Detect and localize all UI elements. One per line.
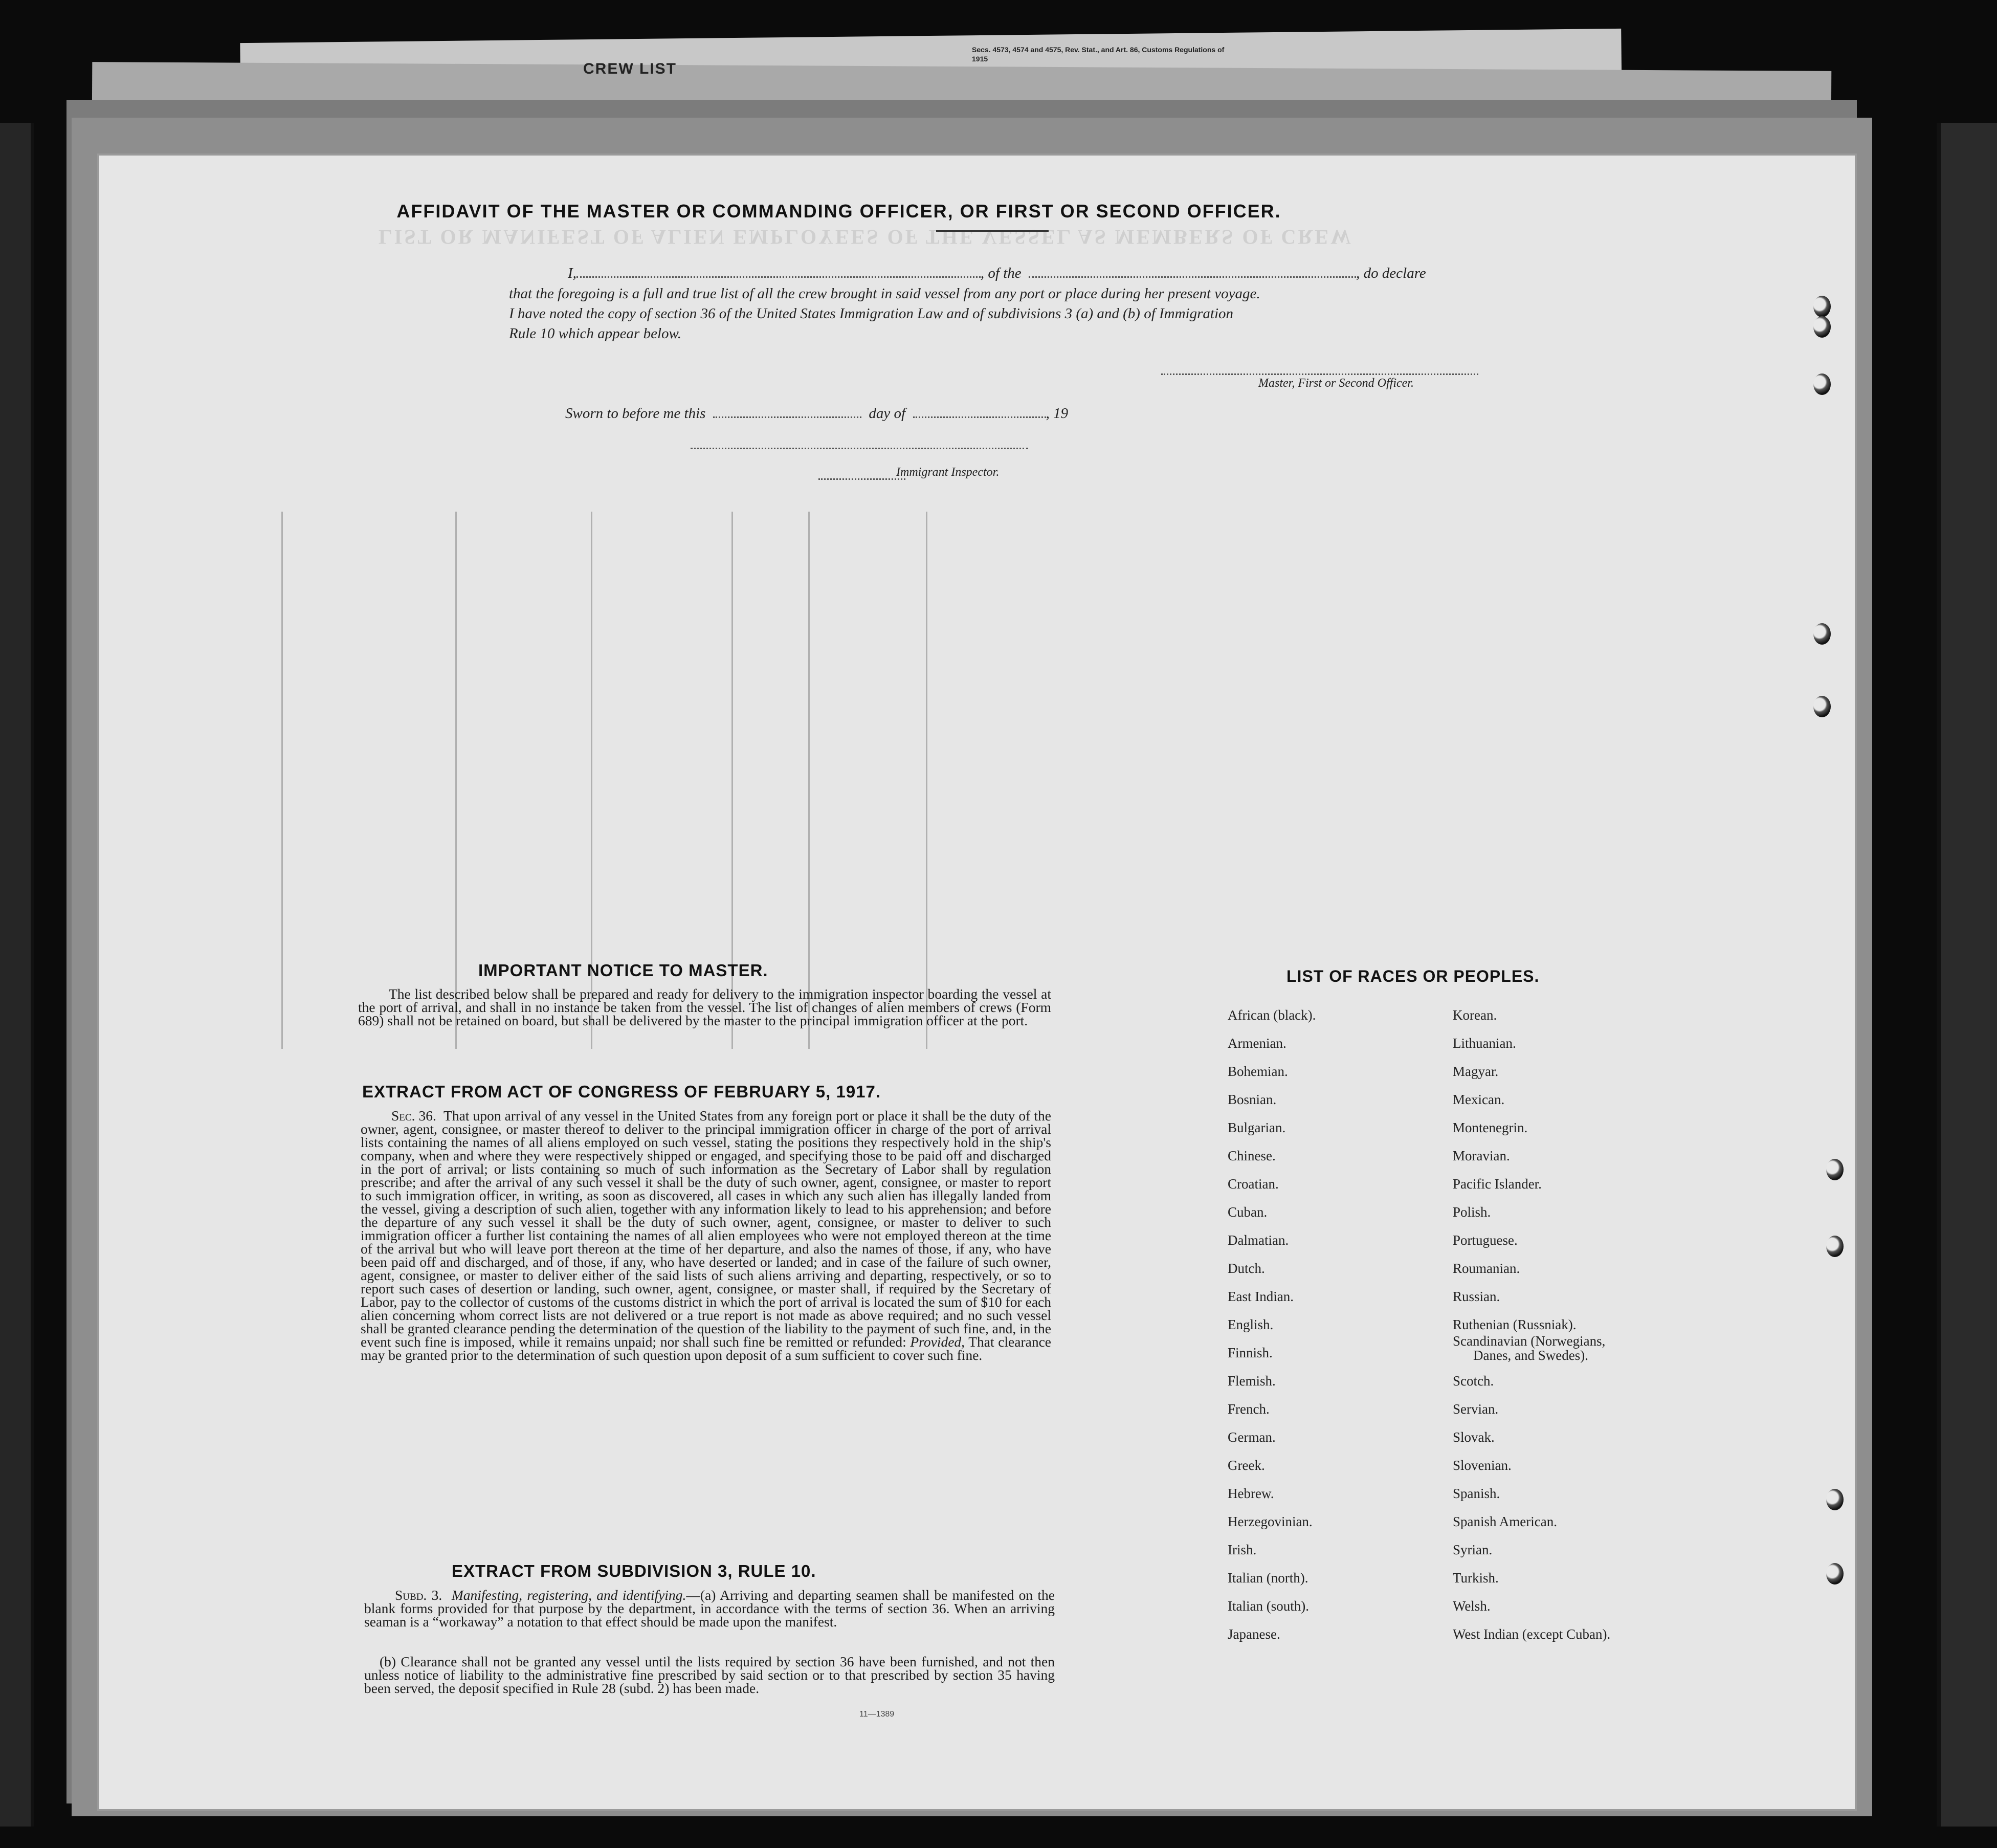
race-entry: Ruthenian (Russniak).: [1453, 1317, 1577, 1332]
subdivision-paragraph-b: (b) Clearance shall not be granted any vessel until the lists required by section 36 have been furnished, and not then unless notice of liability to the administrative fine prescribed by said section or to that prescribed by section 35 having been served, the deposit specified in Rule 28 (subd. 2) has been made.: [364, 1654, 1055, 1696]
race-entry: Dutch.: [1228, 1261, 1265, 1276]
race-entry: Bosnian.: [1228, 1092, 1277, 1107]
binder-hole: [1813, 623, 1831, 645]
race-entry: West Indian (except Cuban).: [1453, 1626, 1611, 1642]
race-entry: African (black).: [1228, 1007, 1316, 1023]
race-entry: Turkish.: [1453, 1570, 1499, 1586]
sworn-day-blank[interactable]: [713, 406, 861, 418]
race-entry: Servian.: [1453, 1401, 1499, 1417]
race-entry: Finnish.: [1228, 1345, 1273, 1360]
race-entry: Russian.: [1453, 1289, 1500, 1304]
race-entry: Pacific Islander.: [1453, 1176, 1542, 1192]
vessel-blank[interactable]: [1029, 266, 1356, 278]
binder-hole: [1826, 1489, 1844, 1510]
binder-left-edge: [0, 123, 34, 1827]
bleed-through-text: LIST OR MANIFEST OF ALIEN EMPLOYEES OF THE VESSEL AS MEMBERS OF CREW: [379, 226, 1353, 249]
race-entry: Bohemian.: [1228, 1064, 1288, 1079]
title-divider: [936, 230, 1049, 232]
race-entry: Herzegovinian.: [1228, 1514, 1313, 1529]
column-rule: [455, 512, 457, 1049]
affidavit-line-2: that the foregoing is a full and true list of all the crew brought in said vessel from any port or place during her present voyage.: [509, 285, 1260, 302]
race-entry: Hebrew.: [1228, 1486, 1274, 1501]
race-entry: German.: [1228, 1429, 1276, 1445]
signature-blank[interactable]: [1161, 363, 1478, 375]
race-entry: French.: [1228, 1401, 1270, 1417]
binder-hole: [1813, 296, 1831, 317]
binder-hole: [1813, 373, 1831, 395]
column-rule: [926, 512, 927, 1049]
race-entry: English.: [1228, 1317, 1274, 1332]
binder-right-edge: [1937, 123, 1997, 1827]
race-entry: Spanish.: [1453, 1486, 1500, 1501]
race-entry: Chinese.: [1228, 1148, 1276, 1163]
race-entry: Welsh.: [1453, 1598, 1491, 1614]
binder-hole: [1826, 1236, 1844, 1257]
sworn-line: Sworn to before me this day of , 19: [565, 405, 1069, 422]
notice-heading: IMPORTANT NOTICE TO MASTER.: [478, 961, 768, 980]
subdivision-paragraph-a: Subd. 3. Manifesting, registering, and identifying.—(a) Arriving and departing seamen shall be manifested on the blank forms provided for that purpose by the department, in accordance with the terms of section 36. When an arriving seaman is a “workaway” a notation to that effect should be made upon the manifest.: [364, 1587, 1055, 1630]
race-entry: Greek.: [1228, 1458, 1265, 1473]
binder-hole: [1813, 696, 1831, 717]
statute-note: Secs. 4573, 4574 and 4575, Rev. Stat., and Art. 86, Customs Regulations of 1915: [972, 46, 1225, 63]
inspector-signature-blank[interactable]: [691, 437, 1028, 449]
signature-label: Master, First or Second Officer.: [1258, 377, 1414, 390]
race-entry: Slovak.: [1453, 1429, 1495, 1445]
race-entry: East Indian.: [1228, 1289, 1294, 1304]
race-entry: Scotch.: [1453, 1373, 1494, 1389]
race-entry: Danes, and Swedes).: [1473, 1348, 1588, 1363]
races-heading: LIST OF RACES OR PEOPLES.: [1286, 967, 1540, 985]
act-heading: EXTRACT FROM ACT OF CONGRESS OF FEBRUARY 5, 1917.: [362, 1082, 881, 1101]
race-entry: Armenian.: [1228, 1036, 1286, 1051]
act-section-36: Sec. 36. That upon arrival of any vessel in the United States from any foreign port or place it shall be the duty of the owner, agent, consignee, or master thereof to deliver to the principal immigration officer in charge of the port of arrival lists containing the names of all aliens employed on such vessel, stating the positions they respectively hold in the ship's company, when and where they were respectively shipped or engaged, and specifying those to be paid off and discharged in the port of arrival; or lists containing so much of such information as the Secretary of Labor shall by regulation prescribe; and after the arrival of any such vessel it shall be the duty of such owner, agent, consignee, or master to report to such immigration officer, in writing, as soon as discovered, all cases in which any such alien has illegally landed from the vessel, giving a description of such alien, together with any information likely to lead to his apprehension; and before the departure of any such vessel it shall be the duty of such owner, agent, consignee, or master to deliver to such immigration officer a further list containing the names of all alien employees who were not employed thereon at the time of the arrival but who will leave port thereon at the time of her departure, and also the names of those, if any, who have been paid off and discharged, and of those, if any, who have deserted or landed; and in case of the failure of such owner, agent, consignee, or master to deliver either of the said lists of such aliens arriving and departing, respectively, or so to report such cases of desertion or landing, such owner, agent, consignee, or master shall, if required by the Secretary of Labor, pay to the collector of customs of the customs district in which the port of arrival is located the sum of $10 for each alien concerning whom correct lists are not delivered or a true report is not made as above required; and no such vessel shall be granted clearance pending the determination of the question of the liability to the payment of such fine, and, in the event such fine is imposed, while it remains unpaid; nor shall such fine be remitted or refunded: Provided, That clearance may be granted prior to the determination of such question upon deposit of a sum sufficient to cover such fine.: [361, 1108, 1052, 1363]
race-entry: Roumanian.: [1453, 1261, 1520, 1276]
binder-hole: [1826, 1563, 1844, 1585]
race-entry: Cuban.: [1228, 1204, 1268, 1220]
column-rule: [281, 512, 283, 1049]
binder-hole: [1813, 316, 1831, 338]
race-entry: Scandinavian (Norwegians,: [1453, 1333, 1606, 1349]
affidavit-line-3: I have noted the copy of section 36 of the United States Immigration Law and of subdivisions 3 (a) and (b) of Immigration: [509, 305, 1234, 322]
race-entry: Mexican.: [1453, 1092, 1505, 1107]
race-entry: Bulgarian.: [1228, 1120, 1286, 1135]
race-entry: Syrian.: [1453, 1542, 1493, 1557]
name-blank[interactable]: [576, 266, 981, 278]
column-rule: [808, 512, 810, 1049]
document-sheet: [97, 153, 1857, 1811]
race-entry: Japanese.: [1228, 1626, 1280, 1642]
race-entry: Irish.: [1228, 1542, 1257, 1557]
race-entry: Moravian.: [1453, 1148, 1510, 1163]
race-entry: Lithuanian.: [1453, 1036, 1516, 1051]
race-entry: Dalmatian.: [1228, 1233, 1289, 1248]
race-entry: Croatian.: [1228, 1176, 1279, 1192]
notice-paragraph: The list described below shall be prepared and ready for delivery to the immigration inspector boarding the vessel at the port of arrival, and shall in no instance be taken from the vessel. The list of changes of alien members of crews (Form 689) shall not be retained on board, but shall be delivered by the master to the principal immigration officer at the port.: [358, 986, 1051, 1028]
race-entry: Italian (south).: [1228, 1598, 1309, 1614]
race-entry: Korean.: [1453, 1007, 1497, 1023]
form-number: 11—1389: [859, 1710, 895, 1719]
race-entry: Magyar.: [1453, 1064, 1499, 1079]
sworn-month-blank[interactable]: [913, 406, 1046, 418]
subdivision-heading: EXTRACT FROM SUBDIVISION 3, RULE 10.: [452, 1561, 816, 1580]
binder-hole: [1826, 1159, 1844, 1180]
inspector-name-blank[interactable]: [818, 468, 905, 480]
race-entry: Polish.: [1453, 1204, 1491, 1220]
race-entry: Montenegrin.: [1453, 1120, 1528, 1135]
crew-list-label: CREW LIST: [583, 60, 677, 77]
race-entry: Flemish.: [1228, 1373, 1276, 1389]
inspector-label: Immigrant Inspector.: [896, 466, 1000, 479]
affidavit-line-1: I, , of the , do declare: [568, 265, 1426, 281]
race-entry: Portuguese.: [1453, 1233, 1518, 1248]
race-entry: Italian (north).: [1228, 1570, 1308, 1586]
race-entry: Slovenian.: [1453, 1458, 1512, 1473]
affidavit-line-4: Rule 10 which appear below.: [509, 325, 681, 342]
race-entry: Spanish American.: [1453, 1514, 1557, 1529]
affidavit-title: AFFIDAVIT OF THE MASTER OR COMMANDING OFFICER, OR FIRST OR SECOND OFFICER.: [396, 201, 1281, 222]
